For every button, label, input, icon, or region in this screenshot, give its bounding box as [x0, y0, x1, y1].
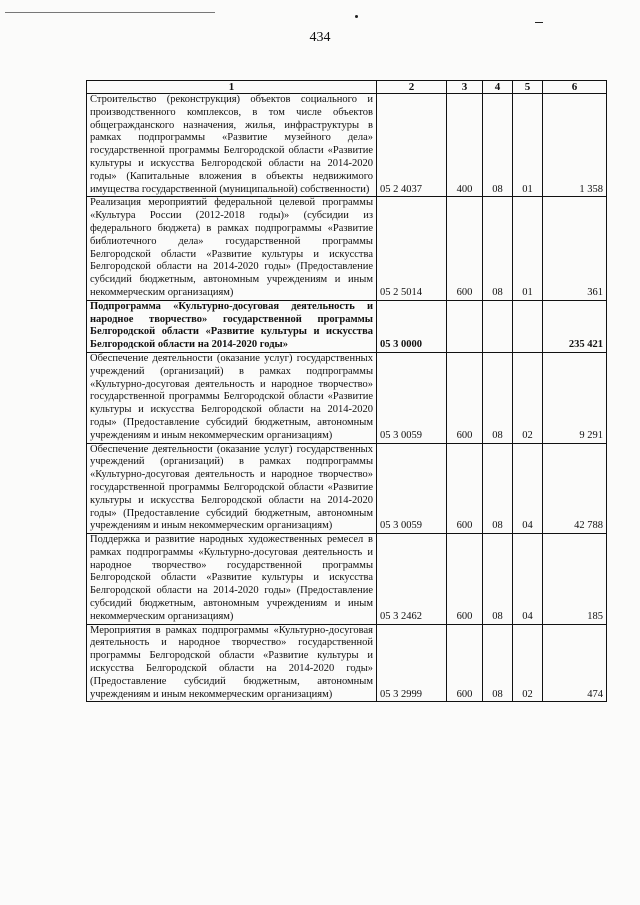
row-target-code: 05 3 2999: [377, 624, 447, 702]
row-target-code: 05 2 5014: [377, 197, 447, 300]
row-description: Обеспечение деятельности (оказание услуг) государственных учреждений (организаций) в рамках подпрограммы «Культурно-досуговая деятельность и народное творчество» государственной программы Белгородской области «Развитие культуры и искусства Белгородской области на 2014-2020 годы» (Предоставление субсидий бюджетным, автономным учреждениям и иным некоммерческим организациям): [87, 443, 377, 534]
row-subsection: 04: [513, 534, 543, 625]
row-section: 08: [483, 624, 513, 702]
row-description: Поддержка и развитие народных художественных ремесел в рамках подпрограммы «Культурно-досуговая деятельность и народное творчество» государственной программы Белгородской области «Развитие культуры и искусства Белгородской области на 2014-2020 годы» (Предоставление субсидий бюджетным, автономным учреждениям и иным некоммерческим организациям): [87, 534, 377, 625]
row-amount: 185: [543, 534, 607, 625]
row-target-code: 05 3 0059: [377, 352, 447, 443]
column-header: 3: [447, 81, 483, 94]
column-header: 5: [513, 81, 543, 94]
table-header-row: [87, 81, 607, 94]
scan-dash: [535, 22, 543, 23]
row-target-code: 05 3 0000: [377, 300, 447, 352]
column-header: 2: [377, 81, 447, 94]
table-row: [87, 624, 607, 702]
budget-table: [86, 80, 607, 702]
table-row: [87, 94, 607, 197]
row-expense-kind: 600: [447, 534, 483, 625]
row-amount: 474: [543, 624, 607, 702]
row-subsection: [513, 300, 543, 352]
row-section: 08: [483, 443, 513, 534]
row-expense-kind: 600: [447, 624, 483, 702]
row-target-code: 05 2 4037: [377, 94, 447, 197]
table-row: [87, 300, 607, 352]
row-section: 08: [483, 534, 513, 625]
row-amount: 361: [543, 197, 607, 300]
row-subsection: 01: [513, 94, 543, 197]
row-section: 08: [483, 94, 513, 197]
row-description: Строительство (реконструкция) объектов социального и производственного комплексов, в том числе объектов общегражданского назначения, жилья, инфраструктуры в рамках подпрограммы «Развитие музейного дела» государственной программы Белгородской области «Развитие культуры и искусства Белгородской области на 2014-2020 годы» (Капитальные вложения в объекты недвижимого имущества государственной (муниципальной) собственности): [87, 94, 377, 197]
table-row: [87, 352, 607, 443]
row-section: 08: [483, 197, 513, 300]
row-subsection: 02: [513, 624, 543, 702]
row-subsection: 02: [513, 352, 543, 443]
row-amount: 42 788: [543, 443, 607, 534]
row-subsection: 01: [513, 197, 543, 300]
column-header: 1: [87, 81, 377, 94]
row-expense-kind: 400: [447, 94, 483, 197]
row-description: Подпрограмма «Культурно-досуговая деятельность и народное творчество» государственной программы Белгородской области «Развитие культуры и искусства Белгородской области на 2014-2020 годы»: [87, 300, 377, 352]
row-description: Мероприятия в рамках подпрограммы «Культурно-досуговая деятельность и народное творчество» государственной программы Белгородской области «Развитие культуры и искусства Белгородской области на 2014-2020 годы» (Предоставление субсидий бюджетным, автономным учреждениям и иным некоммерческим организациям): [87, 624, 377, 702]
column-header: 6: [543, 81, 607, 94]
row-amount: 9 291: [543, 352, 607, 443]
row-expense-kind: 600: [447, 443, 483, 534]
row-target-code: 05 3 2462: [377, 534, 447, 625]
row-expense-kind: 600: [447, 352, 483, 443]
row-expense-kind: [447, 300, 483, 352]
page-number: 434: [309, 30, 331, 45]
row-amount: 235 421: [543, 300, 607, 352]
table-row: [87, 197, 607, 300]
table-row: [87, 534, 607, 625]
row-description: Обеспечение деятельности (оказание услуг) государственных учреждений (организаций) в рамках подпрограммы «Культурно-досуговая деятельность и народное творчество» государственной программы Белгородской области «Развитие культуры и искусства Белгородской области на 2014-2020 годы» (Предоставление субсидий бюджетным, автономным учреждениям и иным некоммерческим организациям): [87, 352, 377, 443]
row-amount: 1 358: [543, 94, 607, 197]
column-header: 4: [483, 81, 513, 94]
row-section: [483, 300, 513, 352]
row-description: Реализация мероприятий федеральной целевой программы «Культура России (2012-2018 годы)» (субсидии из федерального бюджета) в рамках подпрограммы «Развитие библиотечного дела» государственной программы Белгородской области «Развитие культуры и искусства Белгородской области на 2014-2020 годы» (Предоставление субсидий бюджетным, автономным учреждениям и иным некоммерческим организациям): [87, 197, 377, 300]
row-subsection: 04: [513, 443, 543, 534]
scan-dash: [5, 12, 215, 13]
row-expense-kind: 600: [447, 197, 483, 300]
scan-speck: [355, 15, 358, 18]
row-section: 08: [483, 352, 513, 443]
row-target-code: 05 3 0059: [377, 443, 447, 534]
table-row: [87, 443, 607, 534]
